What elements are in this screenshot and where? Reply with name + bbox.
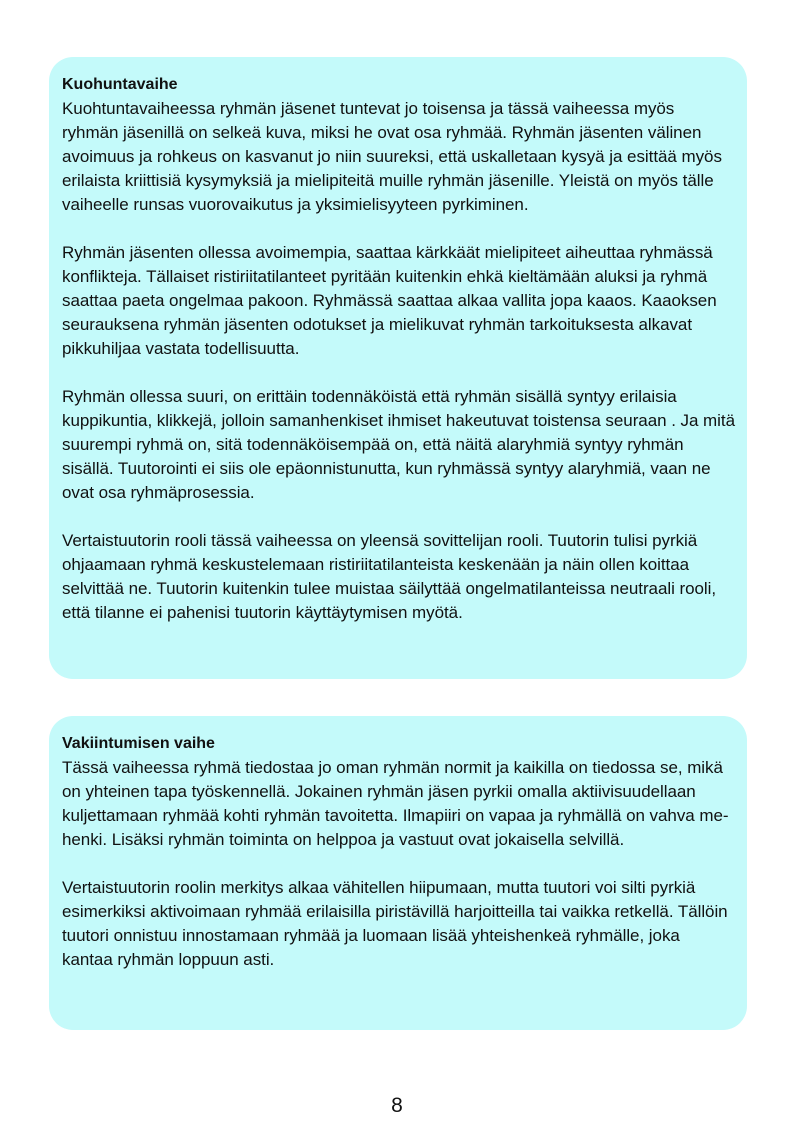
section-kuohuntavaihe [49,57,747,679]
section-paragraph: Tässä vaiheessa ryhmä tiedostaa jo oman ryhmän normit ja kaikilla on tiedossa se, mikä on yhteinen tapa työskennellä. Jokainen ryhmän jäsen pyrkii omalla aktiivisuudellaan kuljettamaan ryhmää kohti ryhmän tavoitetta. Ilmapiiri on vapaa ja ryhmällä on vahva me-henki. Lisäksi ryhmän toiminta on helppoa ja vastuut ovat jokaisella selvillä. [62,758,729,849]
section-paragraph: Vertaistuutorin rooli tässä vaiheessa on yleensä sovittelijan rooli. Tuutorin tulisi pyrkiä ohjaamaan ryhmä keskustelemaan ristiriitatilanteista keskenään ja näin ollen koittaa selvittää ne. Tuutorin kuitenkin tulee muistaa säilyttää ongelmatilanteissa neutraali rooli, että tilanne ei pahenisi tuutorin käyttäytymisen myötä. [62,531,717,622]
section-paragraph: Ryhmän ollessa suuri, on erittäin todennäköistä että ryhmän sisällä syntyy erilaisia kuppikuntia, klikkejä, jolloin samanhenkiset ihmiset hakeutuvat toistensa seuraan . Ja mitä suurempi ryhmä on, sitä todennäköisempää on, että näitä alaryhmiä syntyy ryhmän sisällä. Tuutorointi ei siis ole epäonnistunutta, kun ryhmässä syntyy alaryhmiä, vaan ne ovat osa ryhmäprosessia. [62,387,735,502]
section-heading: Vakiintumisen vaihe [62,735,215,752]
section-vakiintumisen-vaihe [49,716,747,1030]
section-paragraph: Ryhmän jäsenten ollessa avoimempia, saattaa kärkkäät mielipiteet aiheuttaa ryhmässä konflikteja. Tällaiset ristiriitatilanteet pyritään kuitenkin ehkä kieltämään aluksi ja ryhmä saattaa paeta ongelmaa pakoon. Ryhmässä saattaa alkaa vallita jopa kaaos. Kaaoksen seurauksena ryhmän jäsenten odotukset ja mielikuvat ryhmän tarkoituksesta alkavat pikkuhiljaa vastata todellisuutta. [62,243,717,358]
page-number: 8 [391,1094,403,1117]
section-paragraph: Vertaistuutorin roolin merkitys alkaa vähitellen hiipumaan, mutta tuutori voi silti pyrkiä esimerkiksi aktivoimaan ryhmää erilaisilla piristävillä harjoitteilla tai vaikka retkellä. Tällöin tuutori onnistuu innostamaan ryhmää ja luomaan lisää yhteishenkeä ryhmälle, joka kantaa ryhmän loppuun asti. [62,878,728,969]
section-paragraph: Kuohtuntavaiheessa ryhmän jäsenet tuntevat jo toisensa ja tässä vaiheessa myös ryhmän jäsenillä on selkeä kuva, miksi he ovat osa ryhmää. Ryhmän jäsenten välinen avoimuus ja rohkeus on kasvanut jo niin suureksi, että uskalletaan kysyä ja esittää myös erilaista kriittisiä kysymyksiä ja mielipiteitä muille ryhmän jäsenille. Yleistä on myös tälle vaiheelle runsas vuorovaikutus ja yksimielisyyteen pyrkiminen. [62,99,722,214]
section-heading: Kuohuntavaihe [62,76,178,93]
